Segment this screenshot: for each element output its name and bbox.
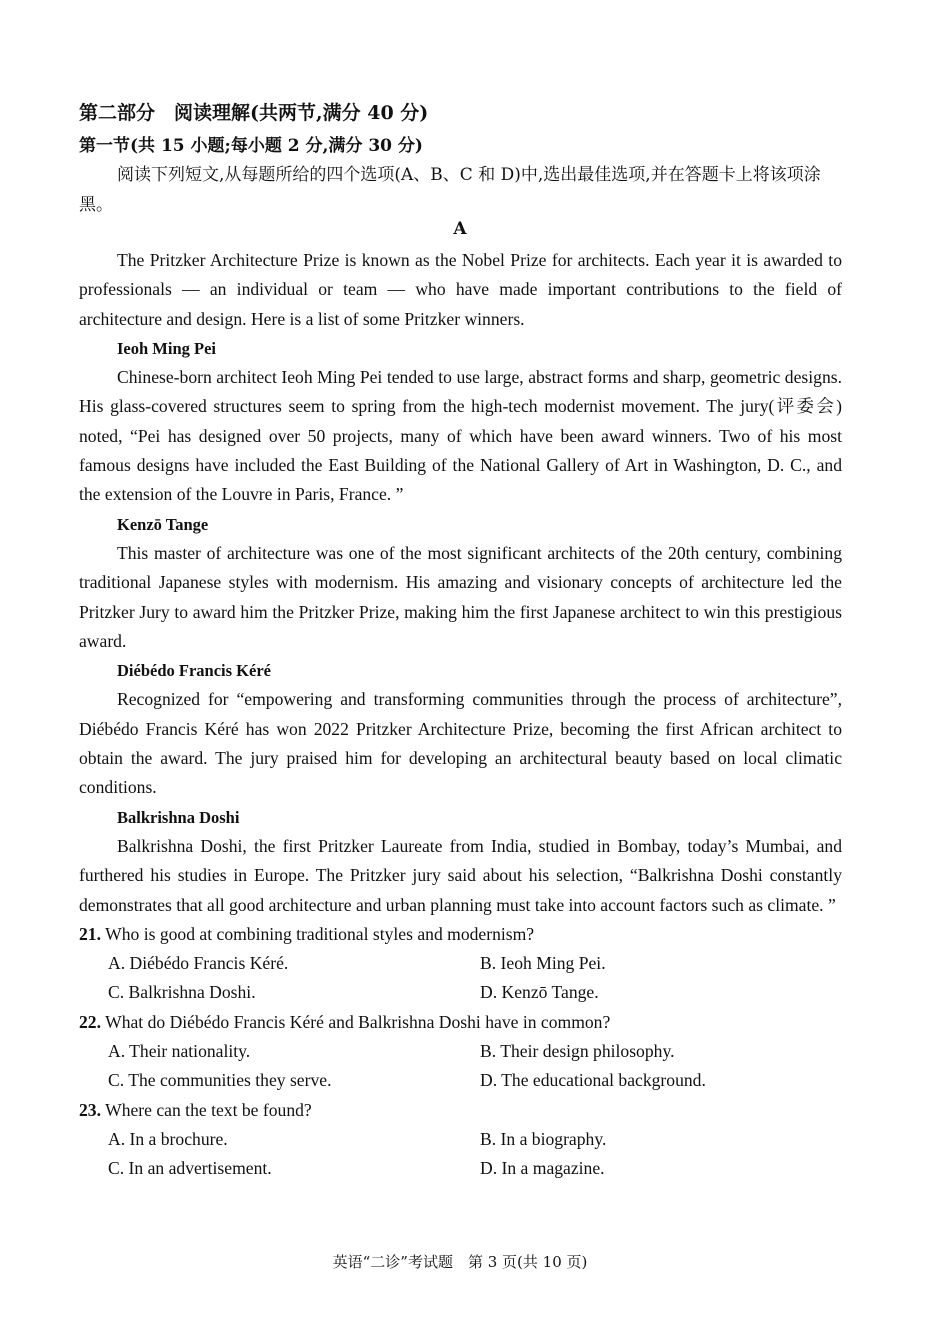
- option: B. In a biography.: [480, 1128, 607, 1149]
- instruction-text: 阅读下列短文,从每题所给的四个选项(A、B、C 和 D)中,选出最佳选项,并在答题卡上将该项涂黑。: [79, 165, 821, 215]
- page-footer: 英语“二诊”考试题 第 3 页(共 10 页): [332, 1253, 588, 1271]
- options-23: [79, 1125, 842, 1184]
- options-21: [79, 949, 842, 1008]
- options-22: [79, 1037, 842, 1096]
- question-22: [79, 1008, 842, 1037]
- question-21: [79, 920, 842, 949]
- passage-intro: The Pritzker Architecture Prize is known as the Nobel Prize for architects. Each year it is awarded to professionals — an individual or team — who have made important contributions to the field of architecture and design. Here is a list of some Pritzker winners.: [79, 250, 842, 329]
- section-heading: Kenzō Tange: [117, 514, 209, 534]
- option: A. Diébédo Francis Kéré.: [108, 953, 289, 974]
- question-stem: Where can the text be found?: [105, 1099, 312, 1120]
- section-heading: Diébédo Francis Kéré: [117, 661, 271, 681]
- question-stem: Who is good at combining traditional styles and modernism?: [105, 923, 535, 944]
- option: D. The educational background.: [480, 1070, 706, 1091]
- option: A. In a brochure.: [108, 1128, 228, 1149]
- option: C. The communities they serve.: [108, 1070, 332, 1091]
- passage-body: [79, 246, 842, 1184]
- section-text: This master of architecture was one of the most significant architects of the 20th century, combining traditional Japanese styles with modernism. His amazing and visionary concepts of architecture led the Pritzker Jury to award him the Pritzker Prize, making him the first Japanese architect to win this prestigious award.: [79, 542, 842, 651]
- section-text: Balkrishna Doshi, the first Pritzker Laureate from India, studied in Bombay, today’s Mumbai, and furthered his studies in Europe. The Pritzker jury said about his selection, “Balkrishna Doshi constantly demonstrates that all good architecture and urban planning must take into account factors such as climate. ”: [79, 835, 842, 915]
- question-23: [79, 1096, 842, 1125]
- option: C. Balkrishna Doshi.: [108, 982, 256, 1003]
- option: B. Ieoh Ming Pei.: [480, 953, 606, 974]
- option: D. Kenzō Tange.: [480, 982, 599, 1003]
- option: D. In a magazine.: [480, 1158, 605, 1179]
- question-number: 22.: [79, 1011, 101, 1032]
- option: C. In an advertisement.: [108, 1158, 272, 1179]
- passage-label: A: [453, 219, 467, 239]
- option: B. Their design philosophy.: [480, 1041, 675, 1062]
- question-stem: What do Diébédo Francis Kéré and Balkrishna Doshi have in common?: [105, 1011, 611, 1032]
- section-text: Recognized for “empowering and transforming communities through the process of architecture”, Diébédo Francis Kéré has won 2022 Pritzker Architecture Prize, becoming the first African architect to obtain the award. The jury praised him for developing an architectural beauty based on local climatic conditions.: [79, 689, 842, 798]
- section-heading: Balkrishna Doshi: [117, 807, 240, 827]
- option: A. Their nationality.: [108, 1041, 251, 1062]
- section-text: Chinese-born architect Ieoh Ming Pei tended to use large, abstract forms and sharp, geometric designs. His glass-covered structures seem to spring from the high-tech modernist movement. The jury(评委会) noted, “Pei has designed over 50 projects, many of which have been award winners. Two of his most famous designs have included the East Building of the National Gallery of Art in Washington, D. C., and the extension of the Louvre in Paris, France. ”: [79, 367, 842, 505]
- section-heading: Ieoh Ming Pei: [117, 338, 216, 358]
- question-number: 23.: [79, 1099, 101, 1120]
- question-number: 21.: [79, 923, 101, 944]
- part-title: 第二部分 阅读理解(共两节,满分 40 分): [79, 102, 429, 124]
- section-title: 第一节(共 15 小题;每小题 2 分,满分 30 分): [79, 136, 423, 156]
